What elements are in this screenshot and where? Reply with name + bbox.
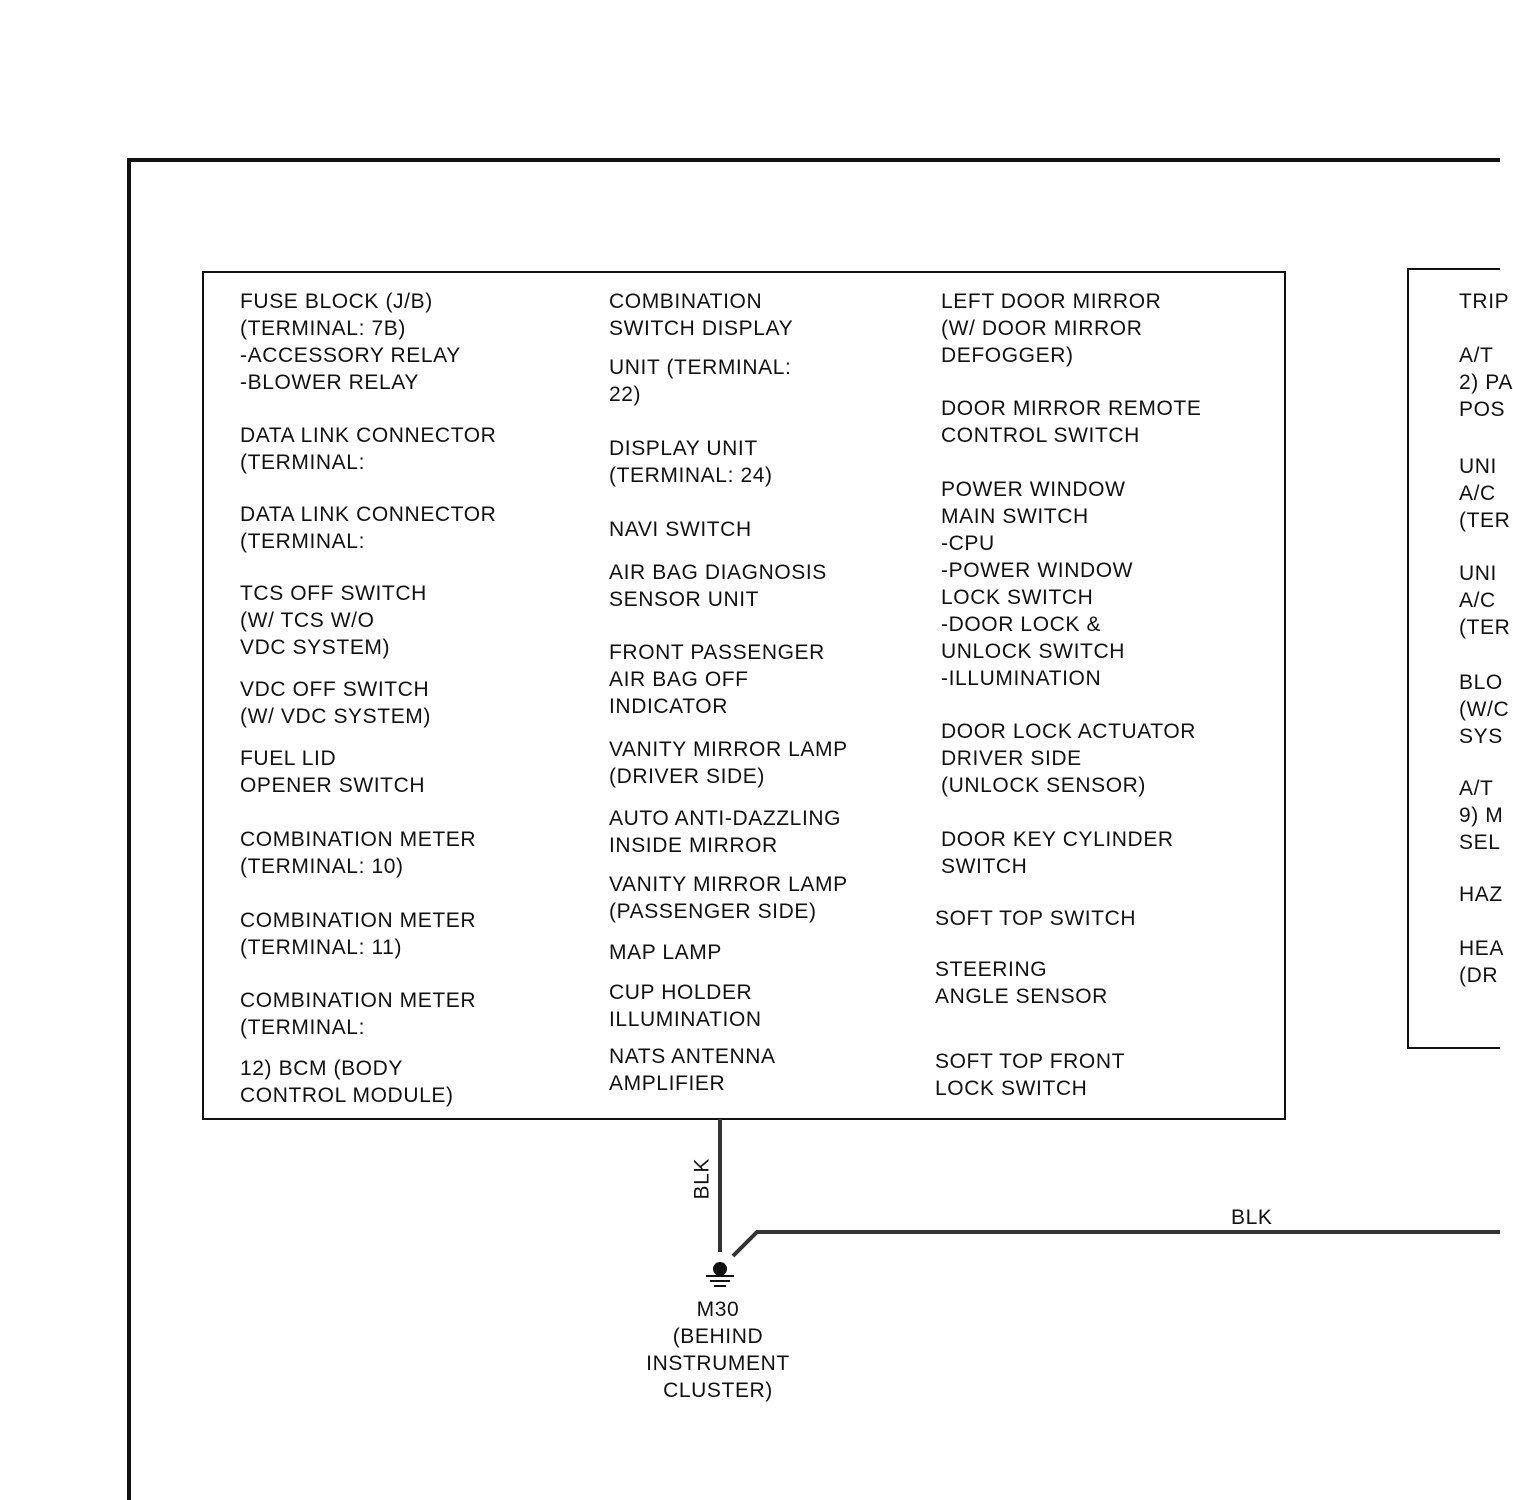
component-label: DOOR LOCK ACTUATOR DRIVER SIDE (UNLOCK SENSOR) xyxy=(941,720,1197,797)
component-label: UNIT (TERMINAL: 22) xyxy=(609,356,792,406)
ground-label: M30 (BEHIND INSTRUMENT CLUSTER) xyxy=(646,1298,790,1402)
component-label: DATA LINK CONNECTOR (TERMINAL: xyxy=(240,503,497,553)
component-label: FUEL LID OPENER SWITCH xyxy=(240,747,426,797)
component-label: POWER WINDOW MAIN SWITCH -CPU -POWER WINDOW LOCK SWITCH -DOOR LOCK & UNLOCK SWITCH -ILLUMINATION xyxy=(941,478,1134,690)
component-label: SOFT TOP FRONT LOCK SWITCH xyxy=(935,1050,1126,1100)
component-label: HAZ xyxy=(1459,883,1503,906)
component-label: CUP HOLDER ILLUMINATION xyxy=(609,981,762,1031)
component-label: DOOR KEY CYLINDER SWITCH xyxy=(941,828,1174,878)
component-label: UNI A/C (TER xyxy=(1459,562,1511,639)
blk-wire-horizontal xyxy=(733,1232,1500,1256)
wire-label-vertical: BLK xyxy=(690,1158,714,1200)
component-label: A/T 2) PA POS xyxy=(1459,344,1513,421)
component-label: 12) BCM (BODY CONTROL MODULE) xyxy=(240,1057,454,1107)
component-label: COMBINATION SWITCH DISPLAY xyxy=(609,290,794,340)
component-label: UNI A/C (TER xyxy=(1459,455,1511,532)
component-label: HEA (DR xyxy=(1459,937,1504,987)
component-label: SOFT TOP SWITCH xyxy=(935,907,1137,930)
component-label: TCS OFF SWITCH (W/ TCS W/O VDC SYSTEM) xyxy=(240,582,427,659)
component-label: AUTO ANTI-DAZZLING INSIDE MIRROR xyxy=(609,807,842,857)
component-label: A/T 9) M SEL xyxy=(1459,777,1504,854)
component-label: DOOR MIRROR REMOTE CONTROL SWITCH xyxy=(941,397,1202,447)
component-label: NAVI SWITCH xyxy=(609,518,752,541)
wire-label-horizontal: BLK xyxy=(1231,1206,1273,1229)
component-label: COMBINATION METER (TERMINAL: 10) xyxy=(240,828,477,878)
component-label: DISPLAY UNIT (TERMINAL: 24) xyxy=(609,437,773,487)
ground-icon xyxy=(706,1262,734,1286)
component-label: TRIP xyxy=(1459,290,1510,313)
component-label: STEERING ANGLE SENSOR xyxy=(935,958,1108,1008)
component-label: DATA LINK CONNECTOR (TERMINAL: xyxy=(240,424,497,474)
component-label: MAP LAMP xyxy=(609,941,722,964)
component-label: VDC OFF SWITCH (W/ VDC SYSTEM) xyxy=(240,678,431,728)
component-label: COMBINATION METER (TERMINAL: 11) xyxy=(240,909,477,959)
component-label: COMBINATION METER (TERMINAL: xyxy=(240,989,477,1039)
component-label: AIR BAG DIAGNOSIS SENSOR UNIT xyxy=(609,561,827,611)
right-box-clip xyxy=(1409,270,1513,1047)
component-label: FUSE BLOCK (J/B) (TERMINAL: 7B) -ACCESSORY RELAY -BLOWER RELAY xyxy=(240,290,461,394)
component-label: NATS ANTENNA AMPLIFIER xyxy=(609,1045,776,1095)
component-label: BLO (W/C SYS xyxy=(1459,671,1510,748)
component-label: VANITY MIRROR LAMP (PASSENGER SIDE) xyxy=(609,873,848,923)
component-label: LEFT DOOR MIRROR (W/ DOOR MIRROR DEFOGGER) xyxy=(941,290,1162,367)
component-label: FRONT PASSENGER AIR BAG OFF INDICATOR xyxy=(609,641,825,718)
component-label: VANITY MIRROR LAMP (DRIVER SIDE) xyxy=(609,738,848,788)
